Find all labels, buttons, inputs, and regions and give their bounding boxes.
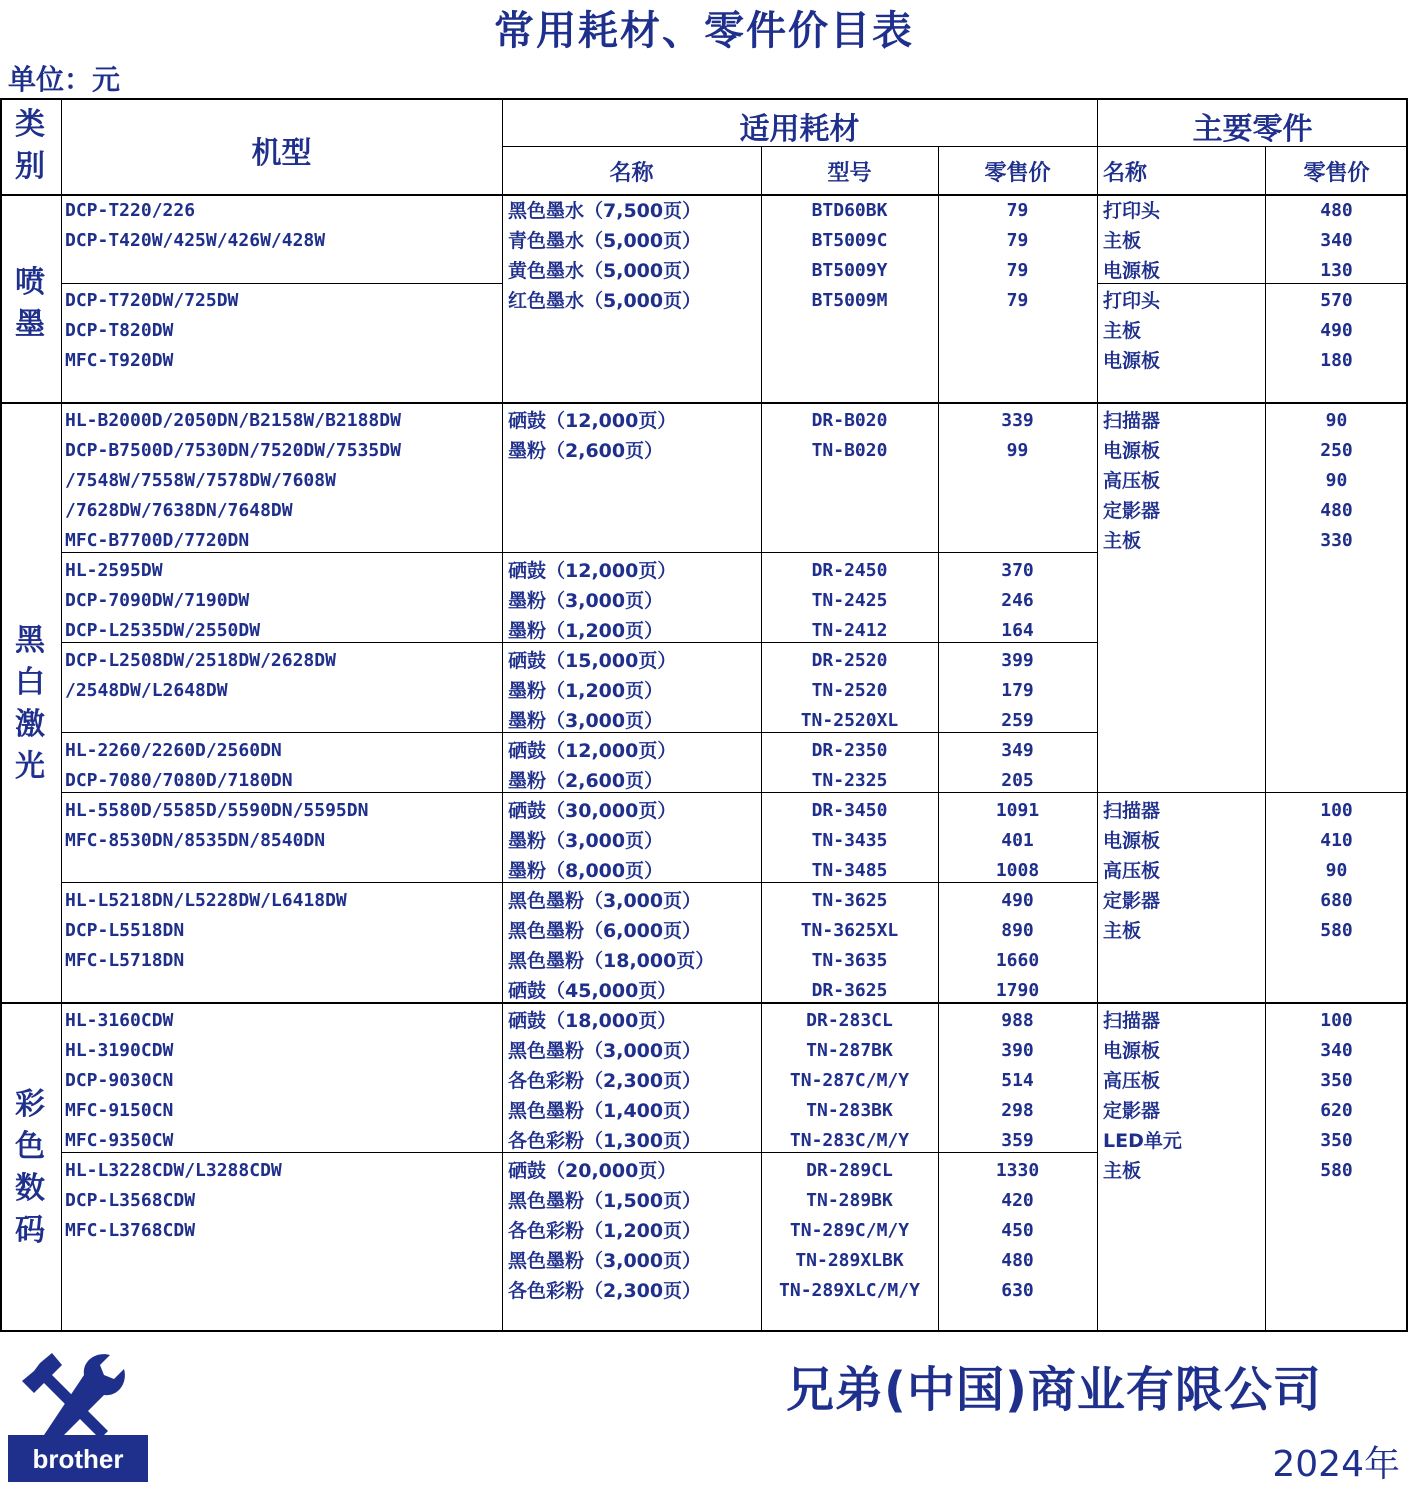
consumable-price: 450 bbox=[1001, 1220, 1034, 1241]
consumable-type: DR-2450 bbox=[811, 560, 888, 581]
table-border-bottom bbox=[0, 1330, 1408, 1332]
part-name: 电源板 bbox=[1103, 1040, 1161, 1062]
brother-logo bbox=[8, 1345, 148, 1482]
model-name: MFC-9350CW bbox=[65, 1130, 174, 1151]
consumable-name: 黑色墨粉（6,000页） bbox=[508, 920, 702, 942]
part-name: 主板 bbox=[1103, 920, 1142, 942]
consumable-type: DR-2520 bbox=[811, 650, 888, 671]
consumable-price: 370 bbox=[1001, 560, 1034, 581]
consumable-price: 1091 bbox=[995, 800, 1040, 821]
consumable-type: TN-287BK bbox=[806, 1040, 893, 1061]
model-name: DCP-L2508DW/2518DW/2628DW bbox=[65, 650, 336, 671]
consumable-price: 79 bbox=[1006, 200, 1029, 221]
consumable-name: 墨粉（2,600页） bbox=[508, 440, 664, 462]
part-price: 130 bbox=[1320, 260, 1353, 281]
consumable-type: TN-289XLBK bbox=[795, 1250, 904, 1271]
consumable-type: DR-2350 bbox=[811, 740, 888, 761]
consumable-price: 1330 bbox=[995, 1160, 1040, 1181]
consumable-price: 246 bbox=[1001, 590, 1034, 611]
consumable-type: BT5009Y bbox=[811, 260, 888, 281]
header-model: 机型 bbox=[251, 136, 312, 171]
year-label: 2024年 bbox=[1272, 1444, 1400, 1485]
group-divider bbox=[61, 283, 502, 284]
consumable-price: 259 bbox=[1001, 710, 1034, 731]
consumable-name: 硒鼓（20,000页） bbox=[508, 1160, 677, 1182]
part-name: 高压板 bbox=[1103, 860, 1161, 882]
part-price: 340 bbox=[1320, 230, 1353, 251]
part-price: 580 bbox=[1320, 1160, 1353, 1181]
part-price: 330 bbox=[1320, 530, 1353, 551]
model-name: HL-2595DW bbox=[65, 560, 163, 581]
part-name: 定影器 bbox=[1103, 890, 1161, 912]
consumable-name: 墨粉（3,000页） bbox=[508, 710, 664, 732]
table-border-top bbox=[0, 98, 1408, 100]
header-category: 类 别 bbox=[15, 107, 45, 184]
table-border-left bbox=[0, 98, 2, 1330]
consumable-type: TN-289C/M/Y bbox=[789, 1220, 910, 1241]
consumable-name: 墨粉（8,000页） bbox=[508, 860, 664, 882]
part-name: 高压板 bbox=[1103, 1070, 1161, 1092]
consumable-name: 硒鼓（45,000页） bbox=[508, 980, 677, 1002]
consumable-price: 79 bbox=[1006, 230, 1029, 251]
part-name: 电源板 bbox=[1103, 350, 1161, 372]
consumable-price: 79 bbox=[1006, 260, 1029, 281]
part-name: 主板 bbox=[1103, 1160, 1142, 1182]
part-price: 490 bbox=[1320, 320, 1353, 341]
part-name: 主板 bbox=[1103, 320, 1142, 342]
model-name: DCP-T220/226 bbox=[65, 200, 196, 221]
col-divider bbox=[502, 98, 503, 1330]
consumable-type: DR-3625 bbox=[811, 980, 888, 1001]
part-price: 410 bbox=[1320, 830, 1353, 851]
model-name: DCP-T820DW bbox=[65, 320, 174, 341]
consumable-type: TN-283C/M/Y bbox=[789, 1130, 910, 1151]
consumable-price: 514 bbox=[1001, 1070, 1034, 1091]
consumable-type: TN-3625 bbox=[811, 890, 888, 911]
consumable-name: 黄色墨水（5,000页） bbox=[508, 260, 702, 282]
part-name: 定影器 bbox=[1103, 1100, 1161, 1122]
part-price: 100 bbox=[1320, 800, 1353, 821]
category-label: 黑 白 激 光 bbox=[15, 623, 45, 784]
part-price: 250 bbox=[1320, 440, 1353, 461]
model-name: HL-L3228CDW/L3288CDW bbox=[65, 1160, 282, 1181]
consumable-type: BT5009M bbox=[811, 290, 888, 311]
part-name: 定影器 bbox=[1103, 500, 1161, 522]
consumable-type: TN-3435 bbox=[811, 830, 888, 851]
consumable-type: TN-2520XL bbox=[800, 710, 899, 731]
model-name: MFC-L3768CDW bbox=[65, 1220, 196, 1241]
consumable-price: 420 bbox=[1001, 1190, 1034, 1211]
consumable-name: 黑色墨粉（18,000页） bbox=[508, 950, 715, 972]
consumable-name: 硒鼓（18,000页） bbox=[508, 1010, 677, 1032]
consumable-type: TN-3485 bbox=[811, 860, 888, 881]
consumable-price: 1660 bbox=[995, 950, 1040, 971]
model-name: DCP-B7500D/7530DN/7520DW/7535DW bbox=[65, 440, 401, 461]
header-bottom-border bbox=[0, 194, 1408, 196]
consumable-name: 黑色墨粉（3,000页） bbox=[508, 1040, 702, 1062]
consumable-type: TN-2412 bbox=[811, 620, 888, 641]
header-parts: 主要零件 bbox=[1192, 112, 1313, 147]
part-price: 680 bbox=[1320, 890, 1353, 911]
consumable-price: 480 bbox=[1001, 1250, 1034, 1271]
model-name: MFC-8530DN/8535DN/8540DN bbox=[65, 830, 326, 851]
model-name: HL-3190CDW bbox=[65, 1040, 174, 1061]
consumable-price: 890 bbox=[1001, 920, 1034, 941]
part-name: 扫描器 bbox=[1103, 410, 1161, 432]
model-name: DCP-9030CN bbox=[65, 1070, 174, 1091]
part-name: 扫描器 bbox=[1103, 1010, 1161, 1032]
part-price: 340 bbox=[1320, 1040, 1353, 1061]
company-name: 兄弟(中国)商业有限公司 bbox=[786, 1362, 1322, 1418]
consumable-name: 各色彩粉（2,300页） bbox=[508, 1280, 702, 1302]
consumable-type: DR-B020 bbox=[811, 410, 888, 431]
model-name: /2548DW/L2648DW bbox=[65, 680, 228, 701]
part-price: 90 bbox=[1325, 470, 1348, 491]
consumable-price: 390 bbox=[1001, 1040, 1034, 1061]
part-name: 电源板 bbox=[1103, 260, 1161, 282]
part-name: LED单元 bbox=[1103, 1130, 1182, 1152]
consumable-name: 墨粉（3,000页） bbox=[508, 830, 664, 852]
model-name: HL-L5218DN/L5228DW/L6418DW bbox=[65, 890, 347, 911]
consumable-name: 硒鼓（12,000页） bbox=[508, 740, 677, 762]
consumable-name: 各色彩粉（1,200页） bbox=[508, 1220, 702, 1242]
model-name: DCP-L2535DW/2550DW bbox=[65, 620, 261, 641]
model-name: /7548W/7558W/7578DW/7608W bbox=[65, 470, 336, 491]
header-consumables: 适用耗材 bbox=[739, 112, 860, 147]
model-name: /7628DW/7638DN/7648DW bbox=[65, 500, 293, 521]
unit-label: 单位：元 bbox=[8, 63, 121, 96]
consumable-price: 490 bbox=[1001, 890, 1034, 911]
consumable-price: 349 bbox=[1001, 740, 1034, 761]
part-name: 打印头 bbox=[1103, 200, 1161, 222]
part-name: 打印头 bbox=[1103, 290, 1161, 312]
model-name: HL-3160CDW bbox=[65, 1010, 174, 1031]
model-name: DCP-T720DW/725DW bbox=[65, 290, 239, 311]
part-name: 电源板 bbox=[1103, 830, 1161, 852]
consumable-name: 黑色墨粉（3,000页） bbox=[508, 1250, 702, 1272]
consumable-price: 79 bbox=[1006, 290, 1029, 311]
consumable-price: 179 bbox=[1001, 680, 1034, 701]
consumable-name: 硒鼓（12,000页） bbox=[508, 410, 677, 432]
model-name: HL-B2000D/2050DN/B2158W/B2188DW bbox=[65, 410, 401, 431]
consumable-name: 硒鼓（30,000页） bbox=[508, 800, 677, 822]
model-name: DCP-7080/7080D/7180DN bbox=[65, 770, 293, 791]
part-name: 高压板 bbox=[1103, 470, 1161, 492]
category-label: 彩 色 数 码 bbox=[15, 1087, 45, 1248]
consumable-name: 墨粉（2,600页） bbox=[508, 770, 664, 792]
consumable-name: 墨粉（3,000页） bbox=[508, 590, 664, 612]
part-name: 电源板 bbox=[1103, 440, 1161, 462]
consumable-price: 164 bbox=[1001, 620, 1034, 641]
tools-icon bbox=[22, 1353, 125, 1445]
part-name: 主板 bbox=[1103, 230, 1142, 252]
consumable-type: TN-289XLC/M/Y bbox=[779, 1280, 920, 1301]
model-name: DCP-L5518DN bbox=[65, 920, 185, 941]
part-price: 620 bbox=[1320, 1100, 1353, 1121]
consumable-type: TN-3625XL bbox=[800, 920, 899, 941]
header-consumable-name: 名称 bbox=[609, 161, 654, 186]
part-price: 580 bbox=[1320, 920, 1353, 941]
logo-wordmark: brother bbox=[32, 1444, 124, 1474]
page-title: 常用耗材、零件价目表 bbox=[494, 8, 914, 54]
model-name: DCP-T420W/425W/426W/428W bbox=[65, 230, 326, 251]
header-part-price: 零售价 bbox=[1303, 161, 1370, 186]
consumable-price: 1008 bbox=[995, 860, 1040, 881]
header-consumable-price: 零售价 bbox=[984, 161, 1051, 186]
model-name: MFC-B7700D/7720DN bbox=[65, 530, 250, 551]
model-name: HL-2260/2260D/2560DN bbox=[65, 740, 282, 761]
consumable-name: 黑色墨粉（1,500页） bbox=[508, 1190, 702, 1212]
part-price: 350 bbox=[1320, 1070, 1353, 1091]
section-divider bbox=[0, 1002, 1408, 1004]
part-name: 主板 bbox=[1103, 530, 1142, 552]
consumable-price: 988 bbox=[1001, 1010, 1034, 1031]
category-label: 喷 墨 bbox=[15, 265, 45, 342]
part-price: 480 bbox=[1320, 500, 1353, 521]
consumable-price: 298 bbox=[1001, 1100, 1034, 1121]
consumable-name: 红色墨水（5,000页） bbox=[508, 290, 702, 312]
consumable-name: 硒鼓（12,000页） bbox=[508, 560, 677, 582]
consumable-type: BT5009C bbox=[811, 230, 888, 251]
part-price: 180 bbox=[1320, 350, 1353, 371]
consumable-type: TN-2325 bbox=[811, 770, 888, 791]
consumable-type: DR-3450 bbox=[811, 800, 888, 821]
consumable-price: 99 bbox=[1006, 440, 1029, 461]
header-part-name: 名称 bbox=[1103, 161, 1148, 186]
consumable-name: 硒鼓（15,000页） bbox=[508, 650, 677, 672]
model-name: MFC-T920DW bbox=[65, 350, 174, 371]
part-price: 570 bbox=[1320, 290, 1353, 311]
model-name: MFC-9150CN bbox=[65, 1100, 174, 1121]
header-consumable-type: 型号 bbox=[827, 161, 872, 186]
consumable-type: BTD60BK bbox=[811, 200, 888, 221]
consumable-name: 墨粉（1,200页） bbox=[508, 620, 664, 642]
part-price: 480 bbox=[1320, 200, 1353, 221]
part-price: 100 bbox=[1320, 1010, 1353, 1031]
part-price: 90 bbox=[1325, 860, 1348, 881]
consumable-name: 黑色墨水（7,500页） bbox=[508, 200, 702, 222]
consumable-price: 205 bbox=[1001, 770, 1034, 791]
consumable-type: TN-3635 bbox=[811, 950, 888, 971]
consumable-type: DR-283CL bbox=[806, 1010, 893, 1031]
consumable-type: TN-2520 bbox=[811, 680, 888, 701]
model-name: DCP-7090DW/7190DW bbox=[65, 590, 250, 611]
consumable-price: 630 bbox=[1001, 1280, 1034, 1301]
consumable-type: DR-289CL bbox=[806, 1160, 893, 1181]
consumable-price: 399 bbox=[1001, 650, 1034, 671]
consumable-type: TN-289BK bbox=[806, 1190, 893, 1211]
consumable-name: 黑色墨粉（3,000页） bbox=[508, 890, 702, 912]
consumable-name: 墨粉（1,200页） bbox=[508, 680, 664, 702]
consumable-name: 黑色墨粉（1,400页） bbox=[508, 1100, 702, 1122]
consumable-type: TN-2425 bbox=[811, 590, 888, 611]
consumable-name: 青色墨水（5,000页） bbox=[508, 230, 702, 252]
part-price: 90 bbox=[1325, 410, 1348, 431]
consumable-name: 各色彩粉（1,300页） bbox=[508, 1130, 702, 1152]
consumable-price: 1790 bbox=[995, 980, 1040, 1001]
consumable-type: TN-B020 bbox=[811, 440, 888, 461]
consumable-type: TN-287C/M/Y bbox=[789, 1070, 910, 1091]
consumable-type: TN-283BK bbox=[806, 1100, 893, 1121]
consumable-price: 359 bbox=[1001, 1130, 1034, 1151]
consumable-price: 339 bbox=[1001, 410, 1034, 431]
model-name: HL-5580D/5585D/5590DN/5595DN bbox=[65, 800, 369, 821]
consumable-price: 401 bbox=[1001, 830, 1034, 851]
part-name: 扫描器 bbox=[1103, 800, 1161, 822]
model-name: MFC-L5718DN bbox=[65, 950, 185, 971]
consumable-name: 各色彩粉（2,300页） bbox=[508, 1070, 702, 1092]
part-price: 350 bbox=[1320, 1130, 1353, 1151]
section-divider bbox=[0, 402, 1408, 404]
model-name: DCP-L3568CDW bbox=[65, 1190, 196, 1211]
